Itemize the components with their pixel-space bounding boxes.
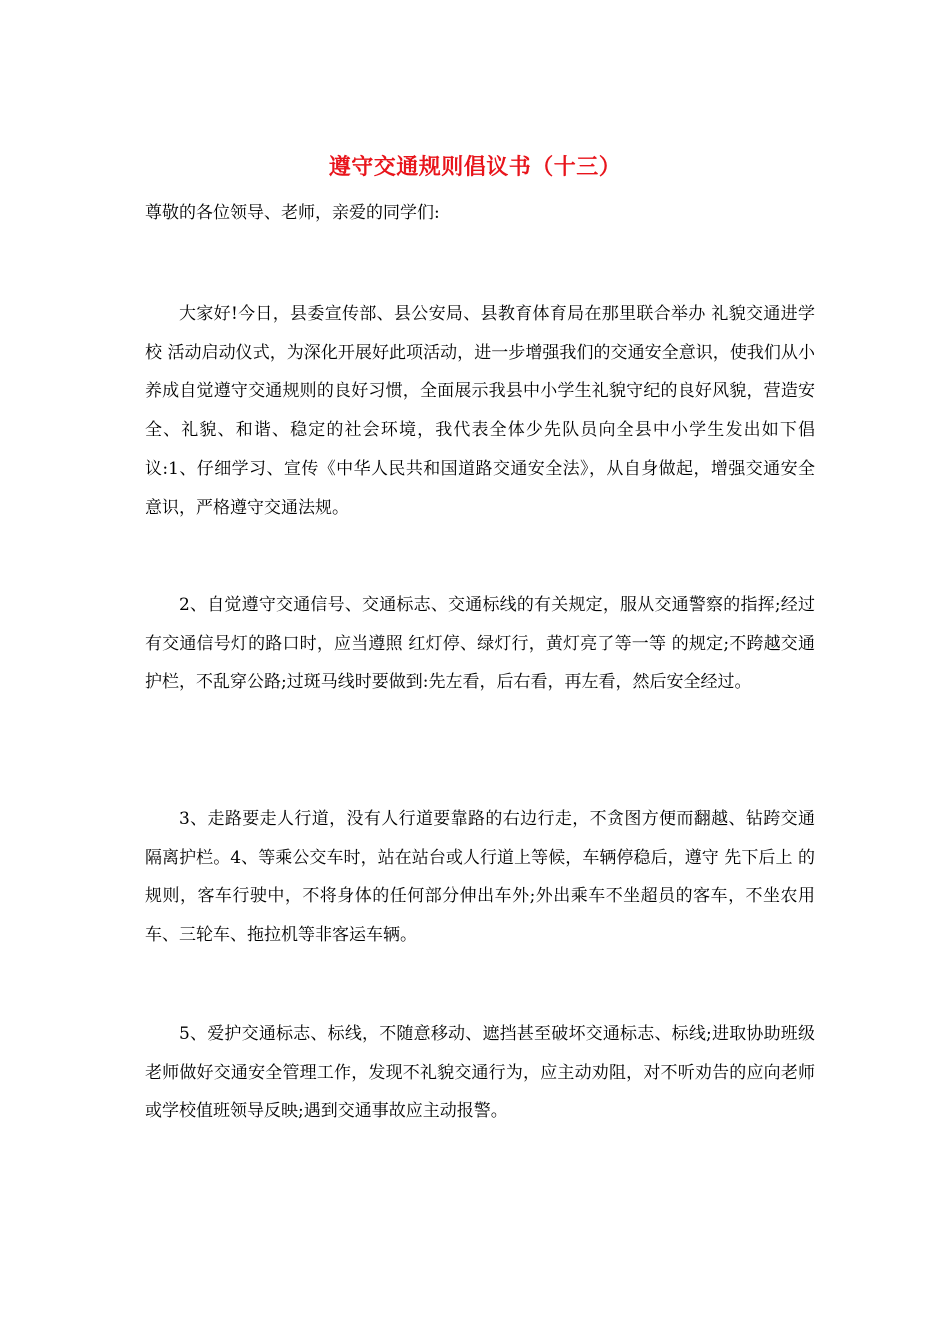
paragraph-3: 3、走路要走人行道，没有人行道要靠路的右边行走，不贪图方便而翻越、钻跨交通隔离护栏。4、等乘公交车时，站在站台或人行道上等候，车辆停稳后，遵守 先下后上 的规则，客车行驶中，不将身体的任何部分伸出车外;外出乘车不坐超员的客车，不坐农用车、三轮车、拖拉机等非客运车辆。 <box>145 809 815 946</box>
document-title: 遵守交通规则倡议书（十三） <box>328 154 622 180</box>
paragraph-2: 2、自觉遵守交通信号、交通标志、交通标线的有关规定，服从交通警察的指挥;经过有交通信号灯的路口时，应当遵照 红灯停、绿灯行，黄灯亮了等一等 的规定;不跨越交通护栏，不乱穿公路;过斑马线时要做到:先左看，后右看，再左看，然后安全经过。 <box>145 595 815 693</box>
paragraph-4: 5、爱护交通标志、标线，不随意移动、遮挡甚至破坏交通标志、标线;进取协助班级老师做好交通安全管理工作，发现不礼貌交通行为，应主动劝阻，对不听劝告的应向老师或学校值班领导反映;遇到交通事故应主动报警。 <box>145 1024 815 1122</box>
paragraph-1: 大家好!今日，县委宣传部、县公安局、县教育体育局在那里联合举办 礼貌交通进学校 活动启动仪式，为深化开展好此项活动，进一步增强我们的交通安全意识，使我们从小养成自觉遵守交通规则的良好习惯，全面展示我县中小学生礼貌守纪的良好风貌，营造安全、礼貌、和谐、稳定的社会环境，我代表全体少先队员向全县中小学生发出如下倡议:1、仔细学习、宣传《中华人民共和国道路交通安全法》，从自身做起，增强交通安全意识，严格遵守交通法规。 <box>145 304 815 518</box>
salutation: 尊敬的各位领导、老师，亲爱的同学们: <box>145 203 440 223</box>
